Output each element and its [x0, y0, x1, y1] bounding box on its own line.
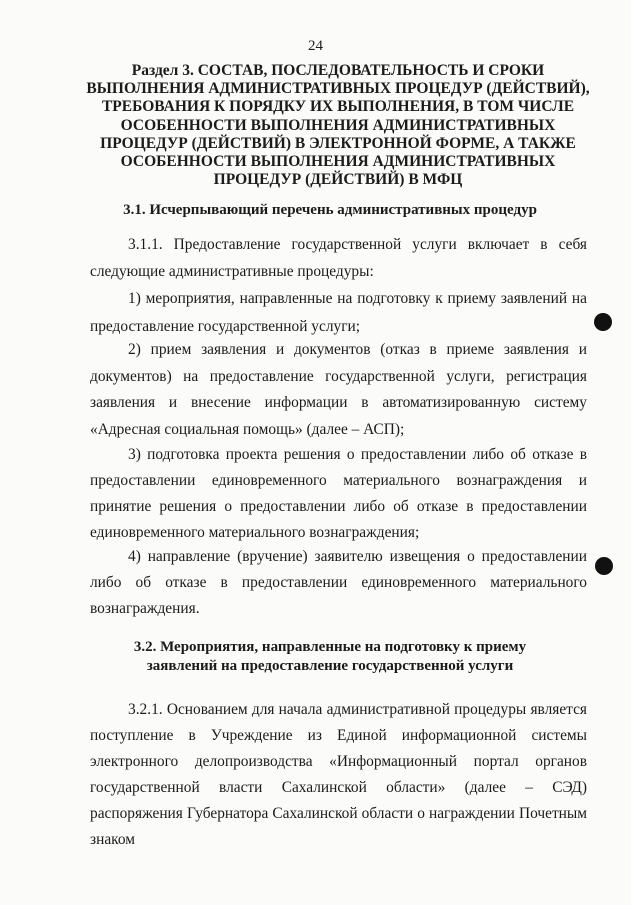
page-number: 24 [308, 38, 323, 54]
hole-punch-mark [594, 313, 612, 331]
procedure-item-4: 4) направление (вручение) заявителю извещения о предоставлении либо об отказе в предоставлении единовременного материального вознаграждения. [90, 548, 587, 617]
subsection-3-2-heading: 3.2. Мероприятия, направленные на подготовку к приему заявлений на предоставление государственной услуги [133, 639, 527, 674]
procedure-item-2: 2) прием заявления и документов (отказ в приеме заявления и документов) на предоставление государственной услуги, регистрация заявления и внесение информации в автоматизированную систему «Адресная социальная помощь» (далее – АСП); [90, 341, 587, 438]
subsection-3-2-paragraph: 3.2.1. Основанием для начала административной процедуры является поступление в Учреждение из Единой информационной системы электронного делопроизводства «Информационный портал органов государственной власти Сахалинской области» (далее – СЭД) распоряжения Губернатора Сахалинской области о награждении Почетным знаком [90, 701, 587, 848]
hole-punch-mark [595, 557, 613, 575]
procedure-item-3: 3) подготовка проекта решения о предоставлении либо об отказе в предоставлении единовременного материального вознаграждения и принятие решения о предоставлении либо об отказе в предоставлении единовременного материального вознаграждения; [90, 446, 587, 541]
subsection-3-1-intro: 3.1.1. Предоставление государственной услуги включает в себя следующие административные процедуры: [90, 236, 587, 280]
procedure-item-1: 1) мероприятия, направленные на подготовку к приему заявлений на предоставление государственной услуги; [90, 290, 587, 335]
section-title: Раздел 3. СОСТАВ, ПОСЛЕДОВАТЕЛЬНОСТЬ И СРОКИ ВЫПОЛНЕНИЯ АДМИНИСТРАТИВНЫХ ПРОЦЕДУР (ДЕЙСТВИЙ), ТРЕБОВАНИЯ К ПОРЯДКУ ИХ ВЫПОЛНЕНИЯ, В ТОМ ЧИСЛЕ ОСОБЕННОСТИ ВЫПОЛНЕНИЯ АДМИНИСТРАТИВНЫХ ПРОЦЕДУР (ДЕЙСТВИЙ) В ЭЛЕКТРОННОЙ ФОРМЕ, А ТАКЖЕ ОСОБЕННОСТИ ВЫПОЛНЕНИЯ АДМИНИСТРАТИВНЫХ ПРОЦЕДУР (ДЕЙСТВИЙ) В МФЦ [86, 62, 590, 189]
subsection-3-1-heading: 3.1. Исчерпывающий перечень административных процедур [123, 202, 537, 218]
